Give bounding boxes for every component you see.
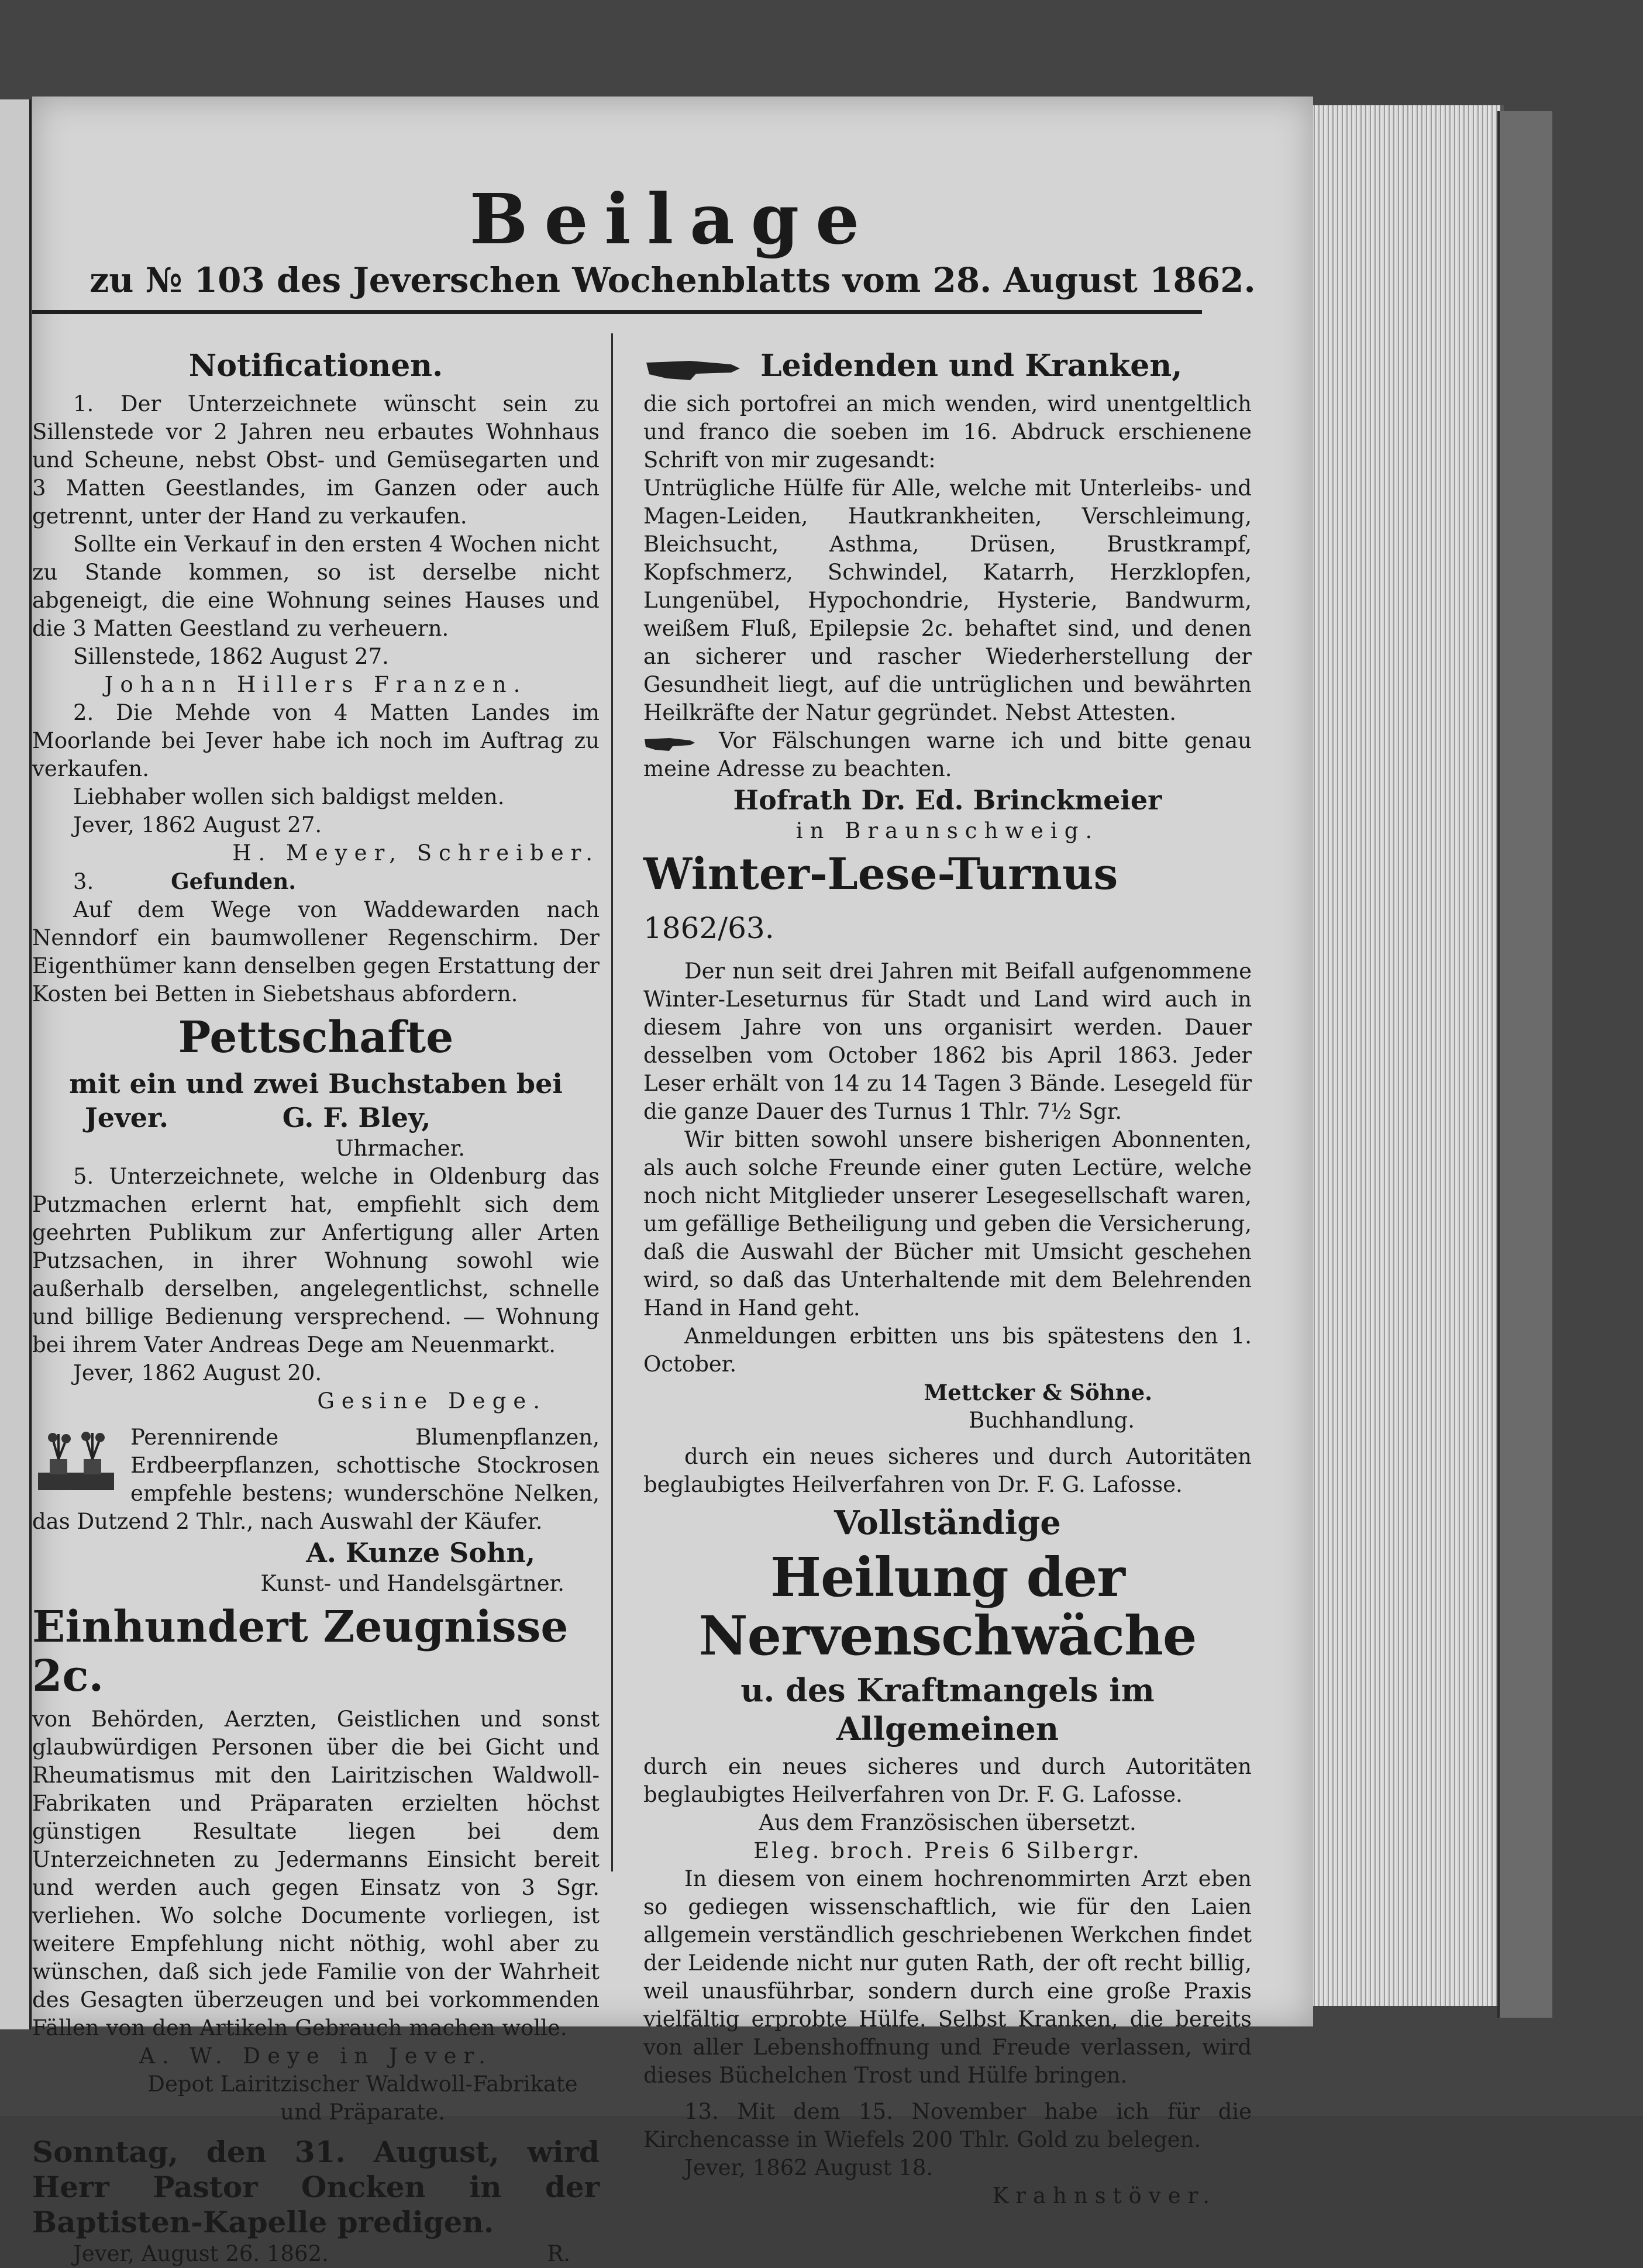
previous-page-edge (0, 99, 31, 2029)
flower-pots-illustration (32, 1427, 120, 1497)
notice-8-line (32, 2240, 600, 2268)
notice-7-heading: Einhundert Zeugnisse 2c. (32, 1602, 569, 1701)
notice-3-header (32, 867, 600, 896)
notice-4-role: Uhrmacher. (335, 1136, 465, 1161)
notice-10-text: Der nun seit drei Jahren mit Beifall aufgenommene Winter-Leseturnus für Stadt und Land wird auch in diesem Jahre von uns organisirt werden. Dauer desselben vom October 1862 bis April 1863. Jeder Leser erhält von 14 zu 14 Tagen 3 Bände. Lesegeld für die ganze Dauer des Turnus 1 Thlr. 7½ Sgr. (643, 959, 1252, 1124)
notice-7-text: von Behörden, Aerzten, Geistlichen und sonst glaubwürdigen Personen über die bei Gicht und Rheumatismus mit den Lairitzischen Waldwoll-Fabrikaten und Präparaten erzielten höchst günstigen Resultate liegen bei dem Unterzeichneten zu Jedermanns Einsicht bereit und werden auch gegen Einsatz von 3 Sgr. verliehen. Wo solche Documente vorliegen, ist weitere Empfehlung nicht nöthig, wohl aber zu wünschen, daß sich jede Familie von der Wahrheit des Gesagten überzeugen und bei vorkommenden Fällen von den Artikeln Gebrauch machen wolle. (32, 1707, 600, 2040)
notice-5-date: Jever, 1862 August 20. (73, 1360, 322, 1385)
notice-3-heading: Gefunden. (171, 868, 297, 894)
pointing-hand-small-icon (643, 727, 696, 755)
notice-2-signature: H. Meyer, Schreiber. (232, 840, 600, 866)
notice-13-date: Jever, 1862 August 18. (684, 2155, 934, 2180)
notice-11-text-b: In diesem von einem hochrenommirten Arzt eben so gediegen wissenschaftlich, wie für den Laien allgemein verständlich geschriebenen Werkchen findet der Leidende nicht nur guten Rath, der oft recht billig, weil unausführbar, sondern durch eine große Praxis vielfältig erprobte Hülfe. Selbst Kranken, die bereits von aller Lebenshoffnung und Freude verlassen, wird dieses Büchelchen Trost und Hülfe bringen. (643, 1866, 1252, 2088)
notice-9-warning-text: Vor Fälschungen warne ich und bitte genau meine Adresse zu beachten. (643, 728, 1252, 781)
page-subtitle: zu № 103 des Jeverschen Wochenblatts vom 28. August 1862. (89, 260, 1256, 300)
notice-6 (32, 1423, 600, 1598)
notice-10-role: Buchhandlung. (969, 1408, 1135, 1433)
notice-1-date: Sillenstede, 1862 August 27. (73, 644, 389, 669)
notice-11-text-a: durch ein neues sicheres und durch Autoritäten beglaubigtes Heilverfahren von Dr. F. G. Lafosse. (643, 1754, 1252, 1807)
notice-9-text: die sich portofrei an mich wenden, wird unentgeltlich und franco die soeben im 16. Abdruck erschienene Schrift von mir zugesandt: (643, 391, 1252, 473)
notice-3-text: Auf dem Wege von Waddewarden nach Nenndorf ein baumwollener Regenschirm. Der Eigenthümer kann denselben gegen Erstattung der Kosten bei Betten in Siebetshaus abfordern. (32, 897, 600, 1007)
notice-4-text: mit ein und zwei Buchstaben bei (69, 1068, 563, 1099)
notice-13-text: 13. Mit dem 15. November habe ich für die Kirchencasse in Wiefels 200 Thlr. Gold zu belegen. (643, 2099, 1252, 2152)
notice-11-heading-1: Vollständige (834, 1504, 1061, 1542)
notice-10-year: 1862/63. (643, 911, 774, 945)
notice-7-depot: Depot Lairitzischer Waldwoll-Fabrikate und Präparate. (147, 2071, 578, 2125)
notice-6-role: Kunst- und Handelsgärtner. (260, 1571, 564, 1596)
right-column (643, 342, 1252, 2210)
notice-2-text: 2. Die Mehde von 4 Matten Landes im Moorlande bei Jever habe ich noch im Auftrag zu verkaufen. (32, 700, 600, 781)
notice-4-place: Jever. (85, 1102, 169, 1133)
notice-11-text: durch ein neues sicheres und durch Autoritäten beglaubigtes Heilverfahren von Dr. F. G. Lafosse. (643, 1444, 1252, 1497)
notice-1-signature: Johann Hillers Franzen. (104, 672, 528, 697)
notice-5-text: 5. Unterzeichnete, welche in Oldenburg das Putzmachen erlernt hat, empfiehlt sich dem geehrten Publikum zur Anfertigung aller Arten Putzsachen, in ihrer Wohnung sowohl wie außerhalb derselben, angelegentlichst, schnelle und billige Bedienung versprechend. — Wohnung bei ihrem Vater Andreas Dege am Neuenmarkt. (32, 1164, 600, 1357)
pointing-hand-icon (643, 347, 743, 385)
newspaper-page (32, 96, 1313, 2266)
notice-11-heading-2: Heilung der Nervenschwäche (698, 1546, 1197, 1667)
notice-6-text: Perennirende Blumenpflanzen, Erdbeerpflanzen, schottische Stockrosen empfehle bestens; wunderschöne Nelken, das Dutzend 2 Thlr., nach Auswahl der Käufer. (32, 1425, 600, 1534)
notice-10-heading-row (643, 850, 1252, 953)
notice-11-price: Eleg. broch. Preis 6 Silbergr. (753, 1838, 1142, 1863)
notice-1-text2: Sollte ein Verkauf in den ersten 4 Wochen nicht zu Stande kommen, so ist derselbe nicht abgeneigt, die eine Wohnung seines Hauses und die 3 Matten Geestland zu verheuern. (32, 532, 600, 641)
notice-2-date: Jever, 1862 August 27. (73, 812, 322, 837)
notice-9-warning (643, 727, 1252, 783)
notice-7-signature: A. W. Deye in Jever. (139, 2043, 492, 2069)
notice-5-signature: Gesine Dege. (317, 1388, 547, 1414)
notice-2-text2: Liebhaber wollen sich baldigst melden. (73, 784, 505, 809)
notice-3-number: 3. (73, 869, 94, 894)
notice-10-signature: Mettcker & Söhne. (924, 1380, 1152, 1405)
notice-6-name: A. Kunze Sohn, (306, 1537, 535, 1569)
book-page-edges (1307, 105, 1504, 2006)
header-rule (32, 310, 1202, 314)
notice-11-translation: Aus dem Französischen übersetzt. (759, 1810, 1136, 1835)
notice-4-name: G. F. Bley, (282, 1102, 431, 1133)
notice-4-line (32, 1101, 600, 1135)
notice-10-text2: Wir bitten sowohl unsere bisherigen Abonnenten, als auch solche Freunde einer guten Lectüre, welche noch nicht Mitglieder unserer Lesegesellschaft waren, um gefällige Betheiligung und geben die Versicherung, daß die Auswahl der Bücher mit Umsicht geschehen wird, so daß das Unterhaltende mit dem Belehrenden Hand in Hand geht. (643, 1127, 1252, 1321)
column-divider (611, 333, 613, 1871)
notice-8-date: Jever, August 26. 1862. (73, 2241, 329, 2266)
notice-1-text: 1. Der Unterzeichnete wünscht sein zu Sillenstede vor 2 Jahren neu erbautes Wohnhaus und Scheune, nebst Obst- und Gemüsegarten und 3 Matten Geestlandes, im Ganzen oder auch getrennt, unter der Hand zu verkaufen. (32, 391, 600, 529)
notice-9-header (643, 347, 1252, 385)
notice-4-heading: Pettschafte (178, 1012, 454, 1063)
notice-13-signature: Krahnstöver. (992, 2183, 1217, 2208)
notice-10-heading: Winter-Lese-Turnus (643, 849, 1118, 899)
notice-10-text3: Anmeldungen erbitten uns bis spätestens den 1. October. (643, 1323, 1252, 1377)
notice-8-signature: R. (547, 2241, 570, 2266)
section-heading: Notificationen. (188, 348, 443, 384)
page-title: Beilage (469, 178, 876, 260)
notice-11-heading-3: u. des Kraftmangels im Allgemeinen (740, 1671, 1155, 1747)
notice-9-text2: Untrügliche Hülfe für Alle, welche mit Unterleibs- und Magen-Leiden, Hautkrankheiten, Verschleimung, Bleichsucht, Asthma, Drüsen, Brustkrampf, Kopfschmerz, Schwindel, Katarrh, Herzklopfen, Lungenübel, Hypochondrie, Hysterie, Bandwurm, weißem Fluß, Epilepsie 2c. behaftet sind, und denen an sicherer und rascher Wiederherstellung der Gesundheit liegt, auf die untrüglichen und bewährten Heilkräfte der Natur gegründet. Nebst Attesten. (643, 475, 1252, 725)
notice-8-heading: Sonntag, den 31. August, wird Herr Pastor Oncken in der Baptisten-Kapelle predigen. (32, 2135, 600, 2239)
notice-9-heading: Leidenden und Kranken, (760, 348, 1183, 384)
book-cover (1497, 111, 1552, 2018)
notice-9-place: in Braunschweig. (795, 818, 1100, 843)
notice-9-name: Hofrath Dr. Ed. Brinckmeier (733, 784, 1162, 816)
left-column (32, 342, 600, 2268)
